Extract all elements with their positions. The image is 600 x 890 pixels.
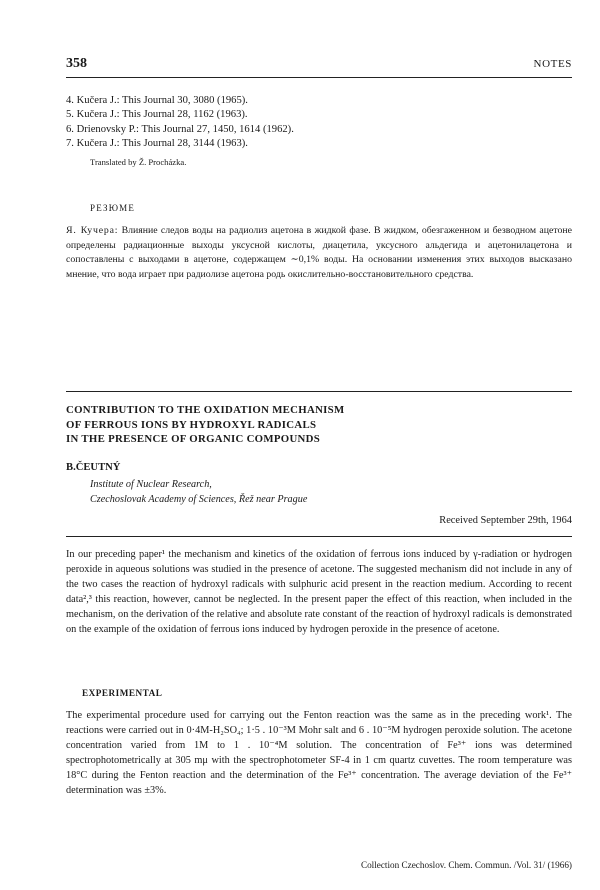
page-header — [66, 56, 572, 76]
page-number: 358 — [66, 56, 87, 71]
affiliation-line: Institute of Nuclear Research, — [90, 479, 212, 490]
reference-item: 4. Kučera J.: This Journal 30, 3080 (1965). — [66, 95, 248, 106]
reference-list — [66, 94, 546, 152]
section-rule — [66, 391, 572, 392]
title-line: CONTRIBUTION TO THE OXIDATION MECHANISM — [66, 404, 345, 416]
title-line: OF FERROUS IONS BY HYDROXYL RADICALS — [66, 418, 317, 431]
reference-item: 5. Kučera J.: This Journal 28, 1162 (1963). — [66, 109, 248, 121]
reference-item: 6. Drienovsky P.: This Journal 27, 1450, 1614 (1962). — [66, 123, 294, 135]
article-author: B.ČEUTNÝ — [66, 462, 121, 473]
affiliation-line: Czechoslovak Academy of Sciences, Řež near Prague — [90, 494, 308, 505]
title-line: IN THE PRESENCE OF ORGANIC COMPOUNDS — [66, 433, 321, 445]
resume-heading: РЕЗЮМЕ — [90, 203, 136, 213]
author-affiliation — [90, 477, 307, 507]
intro-paragraph: In our preceding paper¹ the mechanism and kinetics of the oxidation of ferrous ions induced by γ-radiation or hydrogen peroxide in aqueous solutions was studied in the presence of acetone. The suggested mechanism did not include in any of the two cases the reaction of hydroxyl radicals with sulphuric acid present in the reaction medium. According to recent data²,³ this reaction, however, cannot be neglected. In the present paper the effect of this reaction, when included in the mechanism, on the derivation of the relative and absolute rate constant of the reaction of hydroxyl radicals is demonstrated on the example of the oxidation of ferrous ions induced by hydrogen peroxide in the presence of acetone. — [66, 549, 572, 635]
received-rule — [66, 536, 572, 537]
reference-item: 7. Kučera J.: This Journal 28, 3144 (1963). — [66, 138, 248, 150]
journal-footer: Collection Czechoslov. Chem. Commun. /Vol. 31/ (1966) — [360, 860, 572, 870]
experimental-heading: EXPERIMENTAL — [82, 688, 163, 698]
article-title — [66, 403, 572, 447]
header-rule — [66, 77, 572, 78]
received-date: Received September 29th, 1964 — [439, 515, 572, 526]
translator-credit: Translated by Ž. Procházka. — [90, 157, 187, 167]
running-title: NOTES — [533, 58, 572, 70]
experimental-paragraph: The experimental procedure used for carrying out the Fenton reaction was the same as in the preceding work¹. The reactions were carried out in 0·4M-H₂SO₄; 1·5 . 10⁻³M Mohr salt and 6 . 10⁻⁵M hydrogen peroxide solution. The acetone concentration varied from 1M to 1 . 10⁻⁴M solution. The concentration of Fe³⁺ ions was determined spectrophotometrically at 305 mμ with the spectrophotometer SF-4 in 1 cm quartz cuvettes. The room temperature was 18°C during the Fenton reaction and the determination of the Fe³⁺ concentration. The average deviation of the Fe³⁺ determination was ±3%. — [66, 710, 572, 796]
resume-author: Я. Кучера: — [66, 225, 119, 236]
resume-text: Влияние следов воды на радиолиз ацетона в жидкой фазе. В жидком, обезгаженном и безводном ацетоне определены радиационные выходы уксусной кислоты, диацетила, уксусного альдегида и ацетонилацетона и сопоставлены с выходами в ацетоне, содержащем ∼0,1% воды. На основании изменения этих выходов высказано мнение, что вода играет при радиолизе ацетона родь окислительно-восстановительного средства. — [66, 225, 572, 280]
resume-paragraph — [66, 224, 572, 282]
